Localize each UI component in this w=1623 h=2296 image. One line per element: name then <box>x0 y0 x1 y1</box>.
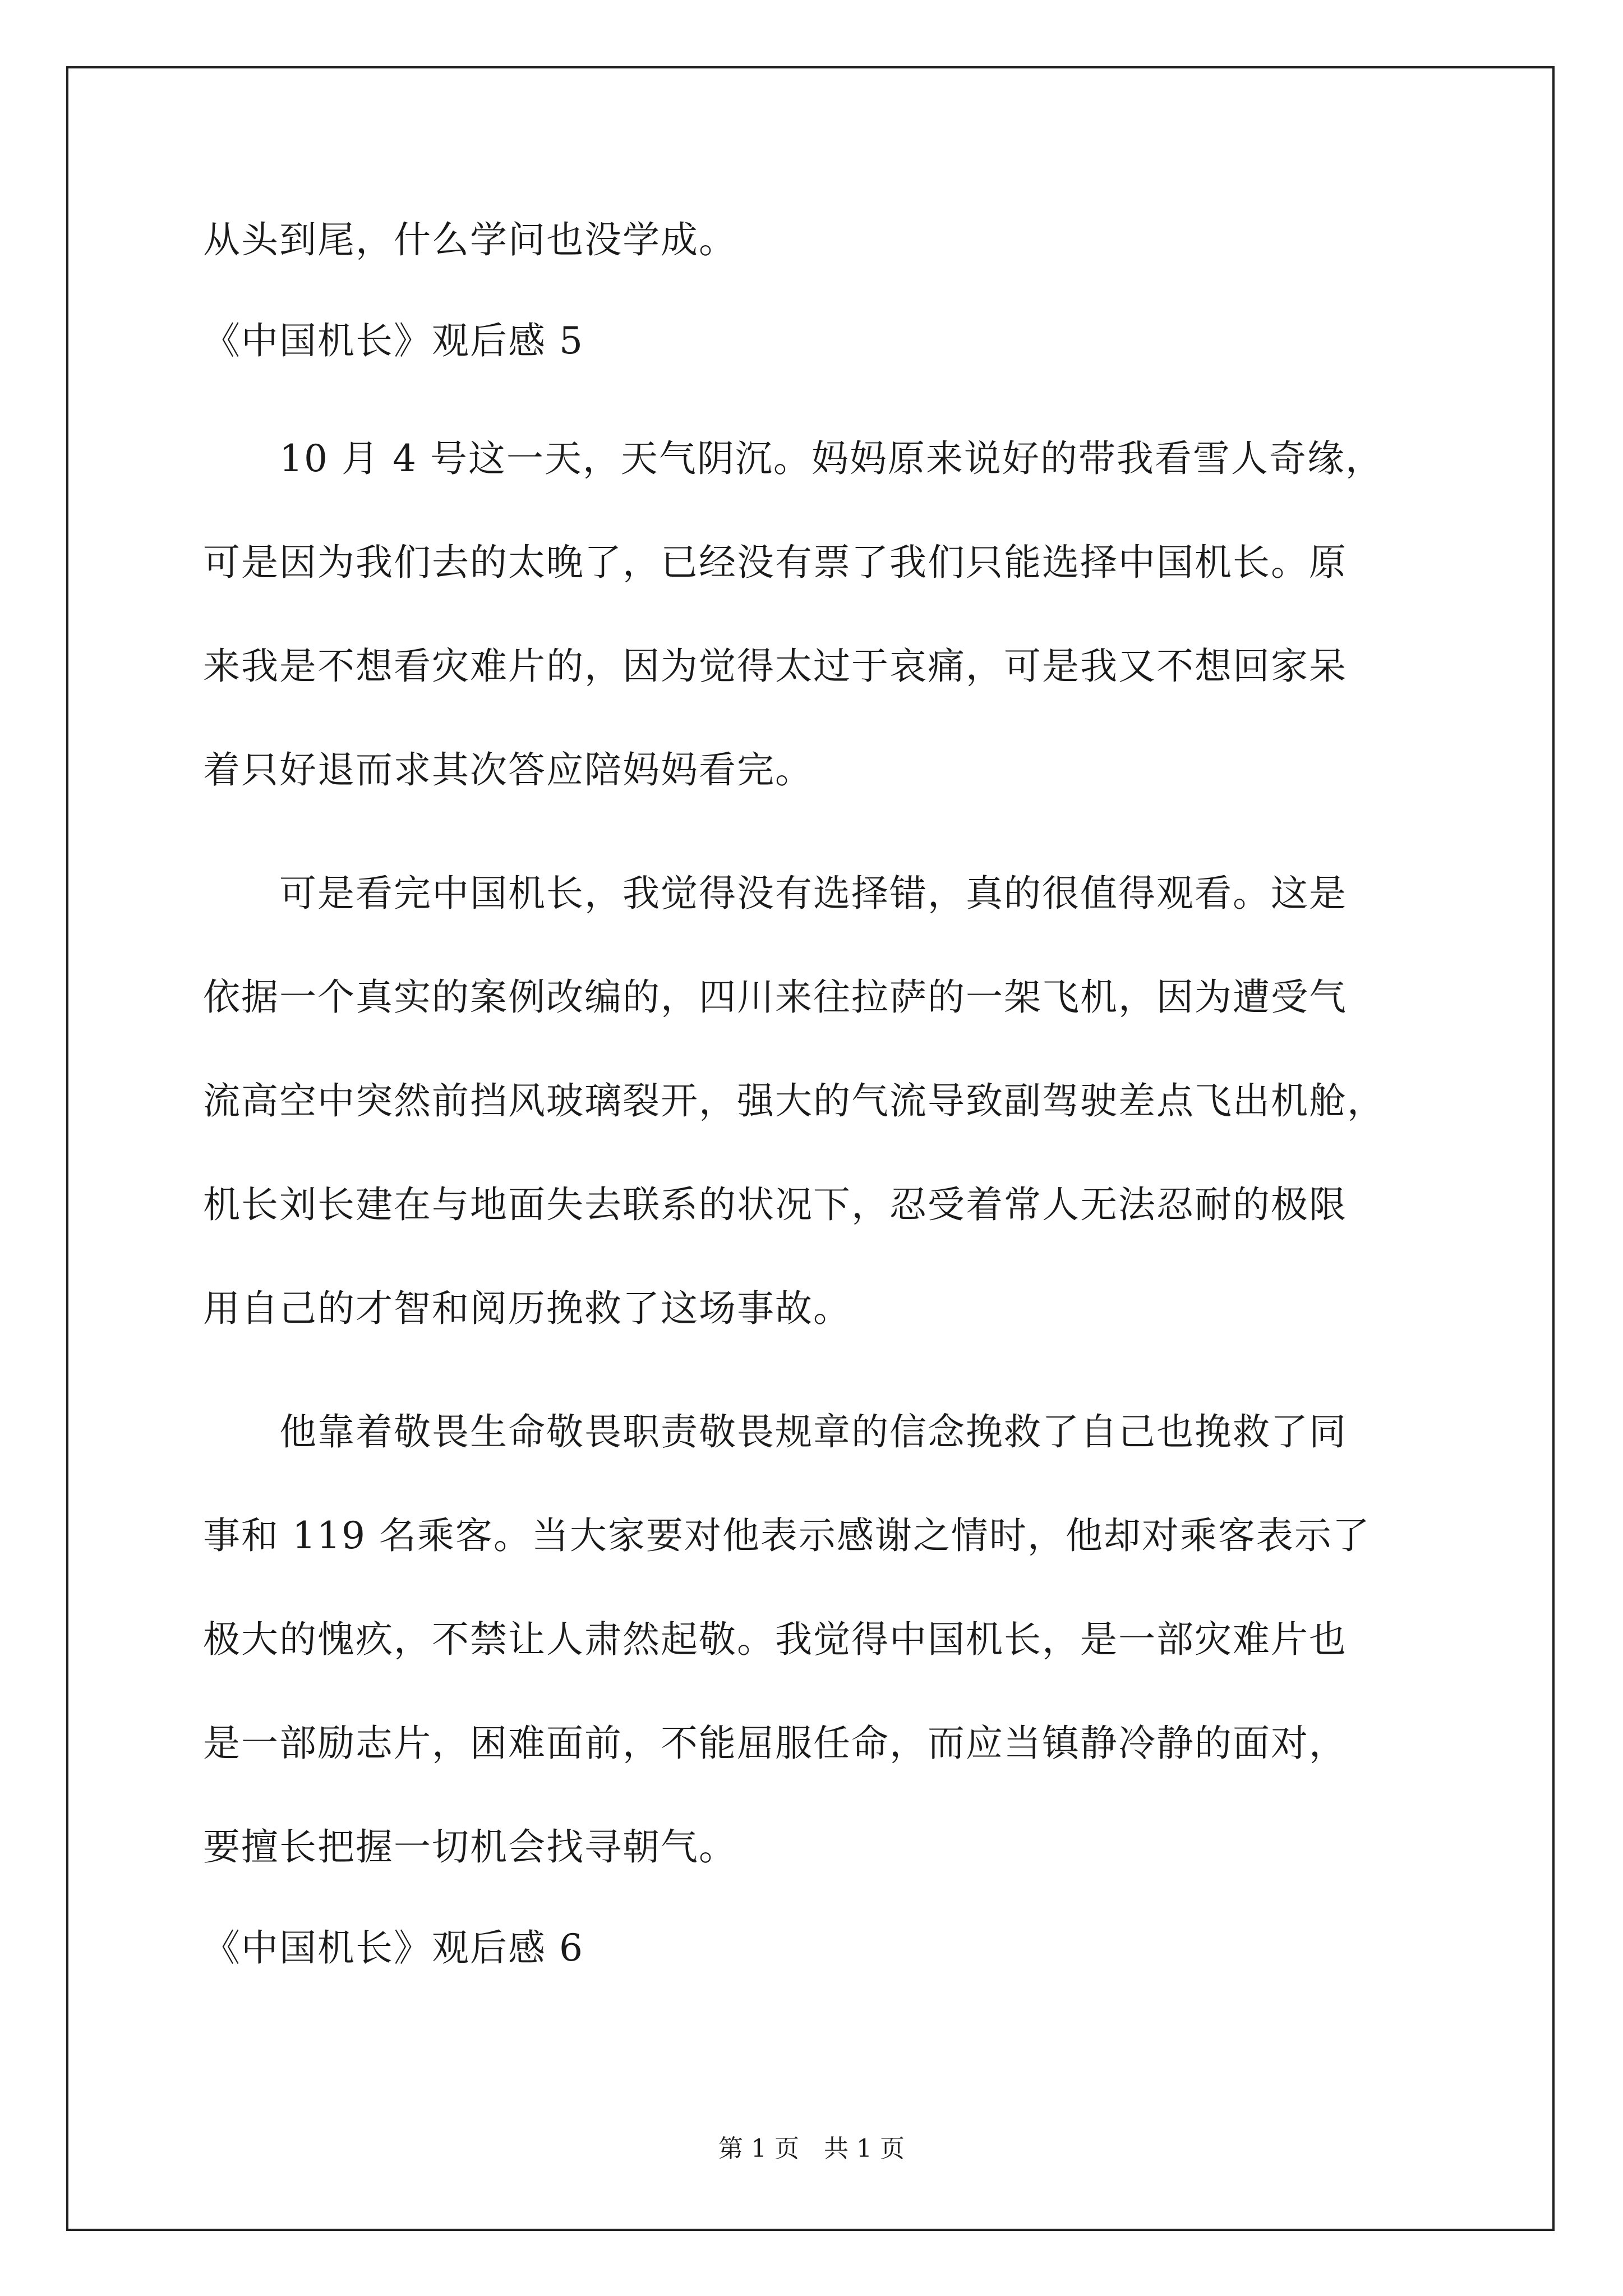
text-line: 要擅长把握一切机会找寻朝气。 <box>203 1825 737 1869</box>
text-line: 从头到尾，什么学问也没学成。 <box>203 218 737 261</box>
text-line: 是一部励志片，困难面前，不能屈服任命，而应当镇静冷静的面对， <box>203 1722 1347 1765</box>
text-line: 他靠着敬畏生命敬畏职责敬畏规章的信念挽救了自己也挽救了同 <box>203 1410 1347 1453</box>
text-line: 机长刘长建在与地面失去联系的状况下，忍受着常人无法忍耐的极限 <box>203 1183 1347 1226</box>
text-line: 事和 119 名乘客。当大家要对他表示感谢之情时，他却对乘客表示了 <box>203 1514 1371 1557</box>
text-line: 依据一个真实的案例改编的，四川来往拉萨的一架飞机，因为遭受气 <box>203 976 1347 1019</box>
page-border <box>66 66 1555 2231</box>
page-footer: 第 1 页 共 1 页 <box>718 2134 905 2163</box>
text-line: 10 月 4 号这一天，天气阴沉。妈妈原来说好的带我看雪人奇缘， <box>203 437 1384 480</box>
section-title: 《中国机长》观后感 5 <box>203 319 584 362</box>
text-line: 着只好退而求其次答应陪妈妈看完。 <box>203 748 813 792</box>
text-line: 用自己的才智和阅历挽救了这场事故。 <box>203 1287 851 1330</box>
text-line: 可是因为我们去的太晚了，已经没有票了我们只能选择中国机长。原 <box>203 541 1347 584</box>
section-title: 《中国机长》观后感 6 <box>203 1926 584 1970</box>
text-line: 极大的愧疚，不禁让人肃然起敬。我觉得中国机长，是一部灾难片也 <box>203 1618 1347 1661</box>
text-line: 来我是不想看灾难片的，因为觉得太过于哀痛，可是我又不想回家呆 <box>203 645 1347 688</box>
text-line: 可是看完中国机长，我觉得没有选择错，真的很值得观看。这是 <box>203 872 1347 915</box>
text-line: 流高空中突然前挡风玻璃裂开，强大的气流导致副驾驶差点飞出机舱， <box>203 1079 1385 1122</box>
